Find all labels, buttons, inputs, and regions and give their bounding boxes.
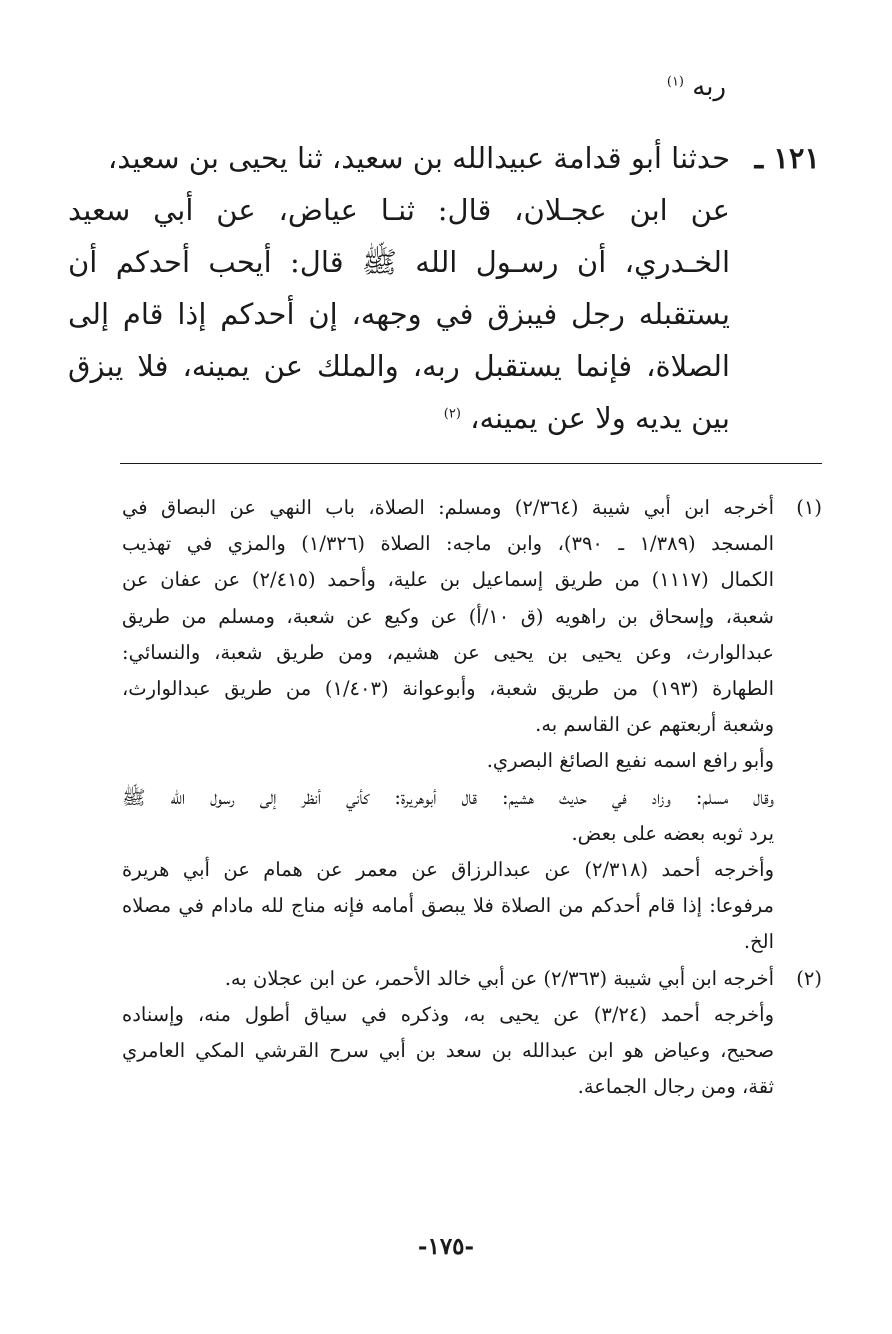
hadith-line: الخـدري، أن رسـول الله ﷺ قال: أيحب أحدكم أن: [68, 245, 730, 279]
hadith-line: الصلاة، فإنما يستقبل ربه، والملك عن يمينه، فلا يبزق: [68, 349, 730, 383]
footnote-line: وشعبة أربعتهم عن القاسم به.: [535, 713, 774, 737]
footnote-line: الكمال (١١١٧) من طريق إسماعيل بن علية، وأحمد (٢/٤١٥) عن عفان عن: [122, 568, 774, 592]
footnote-line: الطهارة (١٩٣) من طريق شعبة، وأبوعوانة (١/٤٠٣) من طريق عبدالوارث،: [122, 677, 774, 701]
footnote-line: وقال مسلم: وزاد في حديث هشيم: قال أبوهريرة: كأني أنظر إلى رسول الله ﷺ: [122, 785, 774, 809]
footnote-2: [122, 961, 822, 1106]
footnote-marker: (٢): [796, 966, 822, 990]
footnotes: [122, 490, 822, 1105]
footnote-line: شعبة، وإسحاق بن راهويه (ق ١٠/أ) عن وكيع عن شعبة، ومسلم من طريق: [122, 604, 774, 628]
hadith-number: ١٢١ ـ: [754, 141, 820, 175]
footnote-body: [122, 490, 774, 961]
hadith-line: بين يديه ولا عن يمينه،: [470, 401, 730, 435]
hadith-first-row: [68, 132, 820, 184]
hadith-line: حدثنا أبو قدامة عبيدالله بن سعيد، ثنا يحيى بن سعيد،: [107, 141, 730, 175]
hadith-line: عن ابن عجـلان، قال: ثنـا عياض، عن أبي سعيد: [68, 193, 730, 227]
footnote-line: أخرجه ابن أبي شيبة (٢/٣٦٤) ومسلم: الصلاة، باب النهي عن البصاق في: [122, 496, 774, 519]
footnote-line: صحيح، وعياض هو ابن عبدالله بن سعد بن أبي سرح القرشي المكي العامري: [122, 1039, 774, 1063]
footnote-line: وأخرجه أحمد (٢/٣١٨) عن عبدالرزاق عن معمر عن همام عن أبي هريرة: [122, 858, 774, 882]
continuation-text: ربه: [692, 72, 726, 102]
continuation-line: [667, 70, 726, 104]
footnote-line: الخ.: [743, 930, 774, 954]
footnote-marker: (١): [796, 496, 822, 519]
footnote-line: المسجد (١/٣٨٩ ـ ٣٩٠)، وابن ماجه: الصلاة (١/٣٢٦) والمزي في تهذيب: [122, 532, 774, 556]
footnote-body: [122, 961, 774, 1106]
footnote-line: أخرجه ابن أبي شيبة (٢/٣٦٣) عن أبي خالد الأحمر، عن ابن عجلان به.: [224, 966, 774, 990]
hadith-last-line: [68, 392, 820, 444]
footnote-1: [122, 490, 822, 961]
hadith-121: [68, 132, 820, 444]
footnote-ref-1: (١): [666, 74, 684, 90]
footnote-ref-2: (٢): [443, 406, 461, 422]
footnote-line: ثقة، ومن رجال الجماعة.: [577, 1075, 774, 1099]
footnote-line: يرد ثوبه بعضه على بعض.: [571, 821, 774, 845]
footnote-line: وأبو رافع اسمه نفيع الصائغ البصري.: [486, 749, 774, 773]
footnote-line: عبدالوارث، وعن يحيى بن يحيى عن هشيم، ومن طريق شعبة، والنسائي:: [122, 640, 774, 664]
page-number: -١٧٥-: [417, 1233, 475, 1260]
footnote-separator: [120, 463, 822, 464]
footnote-line: وأخرجه أحمد (٣/٢٤) عن يحيى به، وذكره في سياق أطول منه، وإسناده: [122, 1002, 774, 1026]
hadith-line: يستقبله رجل فيبزق في وجهه، إن أحدكم إذا قام إلى: [68, 297, 730, 331]
footnote-line: مرفوعا: إذا قام أحدكم من الصلاة فلا يبصق أمامه فإنه مناج لله مادام في مصلاه: [122, 894, 774, 918]
